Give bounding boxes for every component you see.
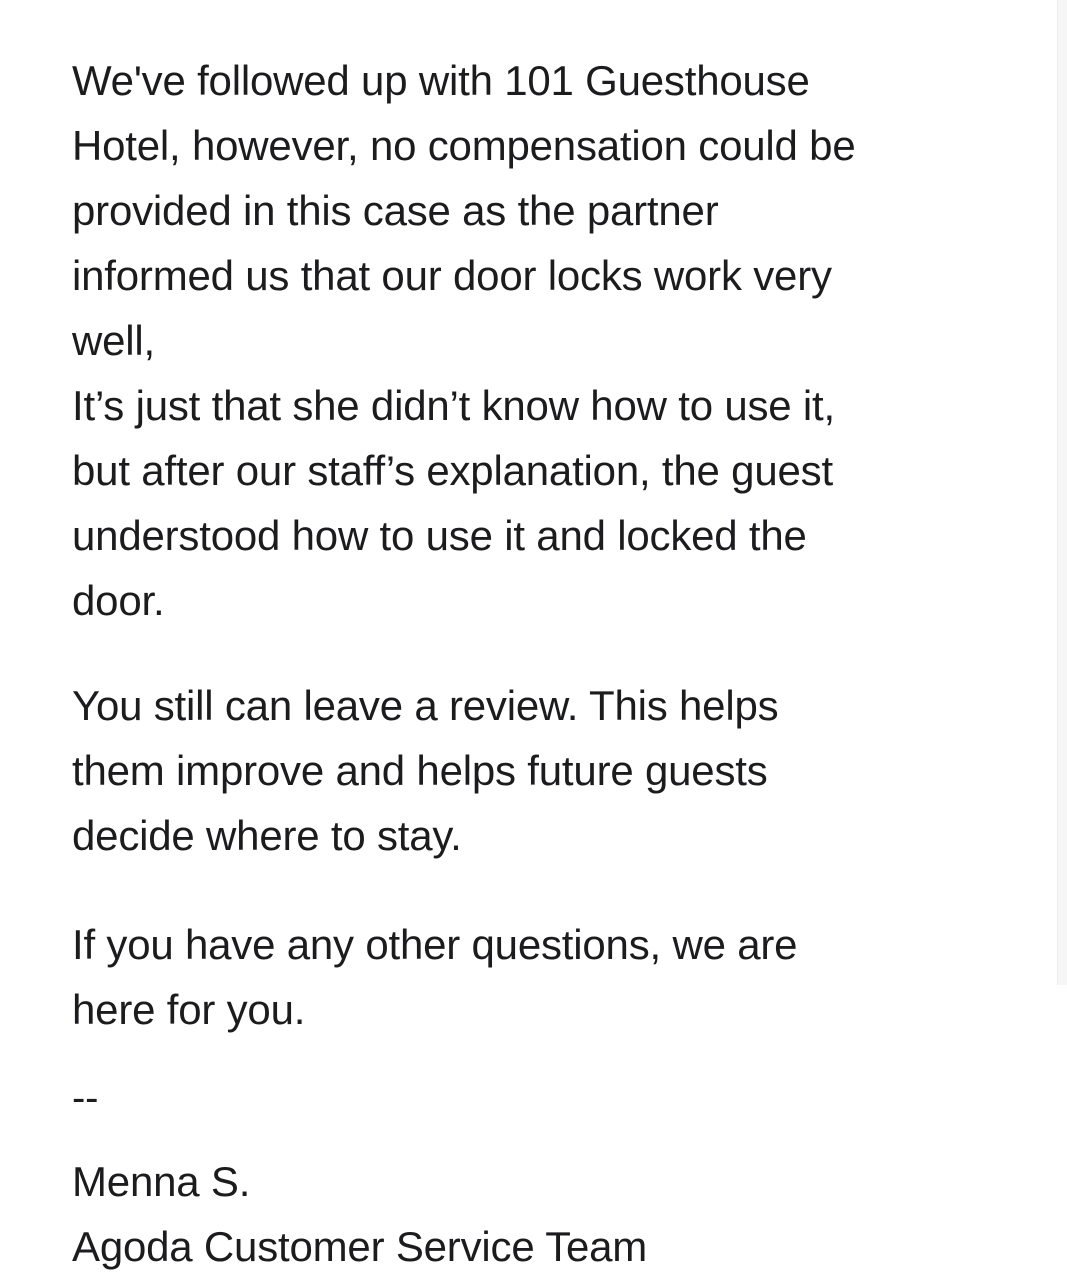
scroll-edge [1057, 0, 1067, 985]
paragraph-follow-up: We've followed up with 101 Guesthouse Hotel, however, no compensation could be provided in this case as the partner informed us that our door locks work very well, It’s just that she didn’t know how to use it, but after our staff’s explanation, the guest understood how to use it and locked the door. [72, 57, 856, 624]
email-body [72, 48, 972, 1279]
paragraph-questions: If you have any other questions, we are here for you. [72, 921, 798, 1033]
signature-separator: -- [72, 1076, 99, 1120]
paragraph-review: You still can leave a review. This helps them improve and helps future guests decide where to stay. [72, 682, 779, 859]
signature-name: Menna S. [72, 1158, 251, 1205]
signature-team: Agoda Customer Service Team [72, 1223, 648, 1270]
